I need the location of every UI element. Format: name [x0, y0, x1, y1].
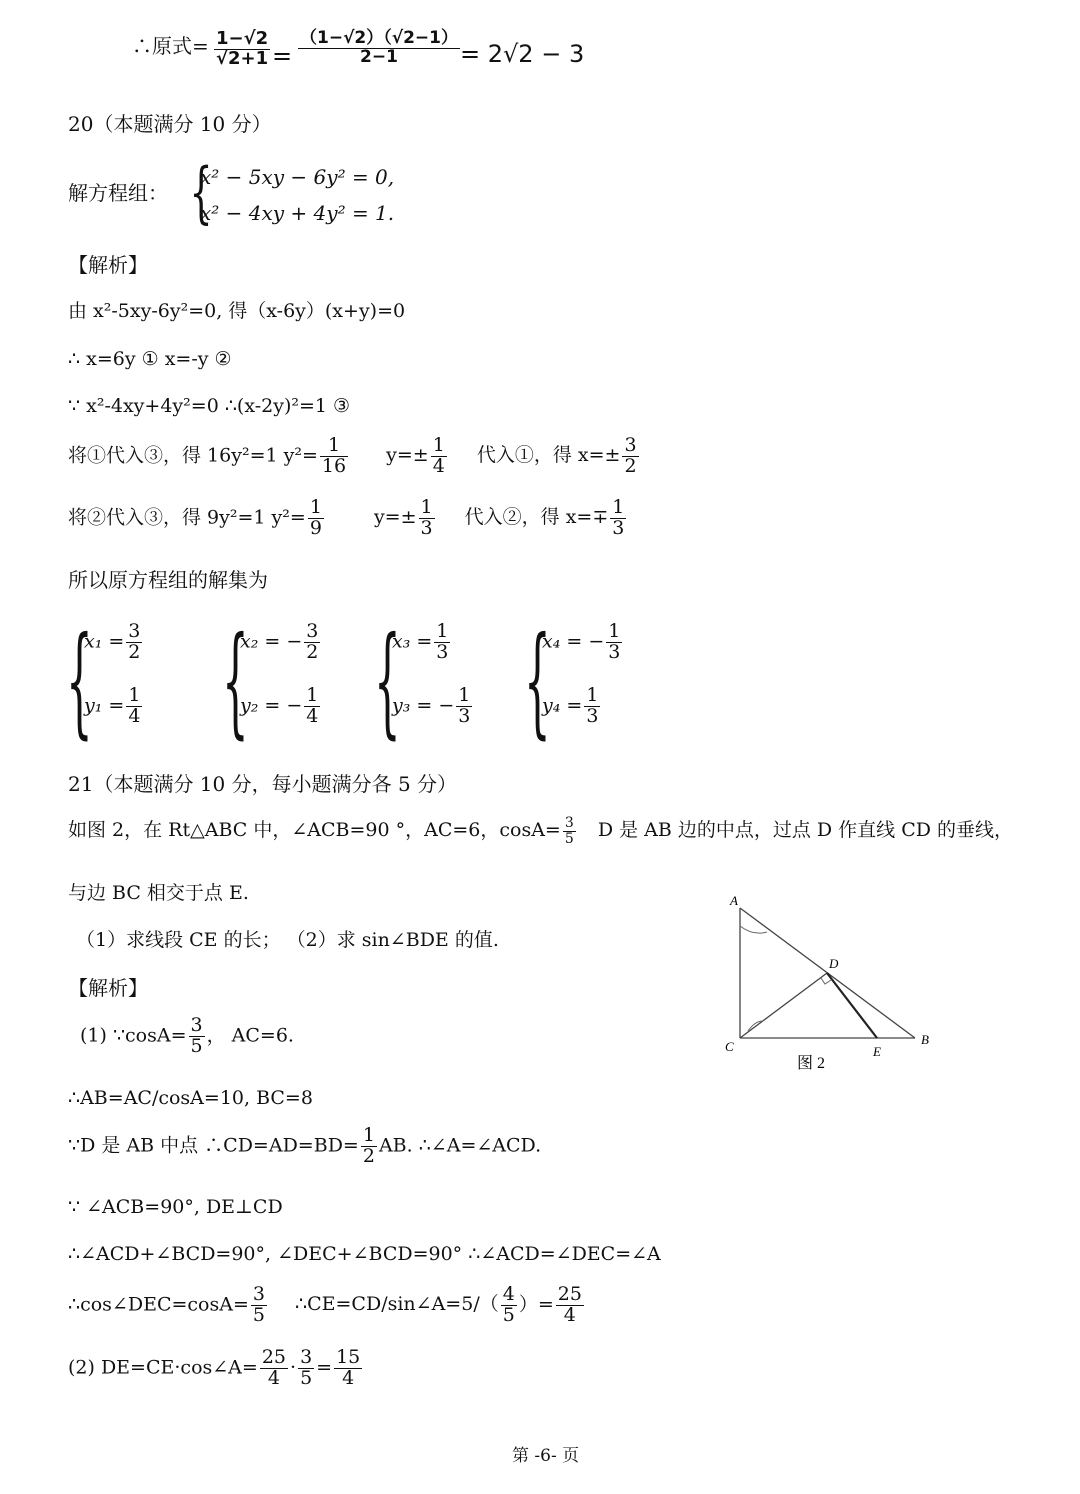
- right-angle-d-mark: [821, 978, 831, 984]
- q20-eq1: x² − 5xy − 6y² = 0,: [200, 165, 395, 189]
- solution-set-2: [222, 612, 362, 751]
- q20-title: 20（本题满分 10 分）: [68, 112, 272, 136]
- solution-y: y₃ = − $\frac{1}{3}$: [392, 684, 471, 727]
- q20-eq2: x² − 4xy + 4y² = 1.: [200, 201, 395, 225]
- solution-brace: {: [524, 612, 551, 751]
- sol20-line4: 将①代入③，得 16y²=1 y²= $\frac{1}{16}$ y=± $\frac{1}{4}$ 代入①，得 x=± $\frac{3}{2}$: [68, 434, 637, 477]
- sol20-line3: ∵ x²-4xy+4y²=0 ∴(x-2y)²=1 ③: [68, 395, 351, 417]
- figure-2: [715, 888, 945, 1078]
- q21-para1: 如图 2，在 Rt△ABC 中，∠ACB=90 °，AC=6，cosA= $\frac{3}{5}$ D 是 AB 边的中点，过点 D 作直线 CD 的垂线，: [68, 815, 1014, 847]
- solution-y: y₄ = $\frac{1}{3}$: [542, 684, 599, 727]
- q21-para2: 与边 BC 相交于点 E.: [68, 882, 249, 904]
- top-fraction-1: $\frac{1-√2}{√2+1}$: [216, 28, 269, 69]
- sol20-heading: 【解析】: [68, 253, 148, 277]
- solution-x: x₃ = $\frac{1}{3}$: [392, 620, 449, 663]
- sol21-step4: ∵ ∠ACB=90°, DE⊥CD: [68, 1196, 283, 1218]
- sol21-step7: (2) DE=CE·cos∠A= $\frac{25}{4}$ · $\frac{3}{5}$ = $\frac{15}{4}$: [68, 1346, 361, 1389]
- label-d: D: [829, 956, 839, 971]
- page-number: 第 -6- 页: [512, 1446, 580, 1466]
- label-b: B: [921, 1032, 929, 1047]
- label-e: E: [873, 1044, 881, 1059]
- sol20-line6: 所以原方程组的解集为: [68, 568, 268, 592]
- figure-caption: 图 2: [797, 1055, 826, 1072]
- solution-brace: {: [374, 612, 401, 751]
- solution-y: y₁ = $\frac{1}{4}$: [84, 684, 141, 727]
- solution-brace: {: [222, 612, 249, 751]
- sol21-heading: 【解析】: [68, 976, 148, 1000]
- label-a: A: [730, 893, 738, 908]
- solution-brace: {: [66, 612, 93, 751]
- sol21-step3: ∵D 是 AB 中点 ∴CD=AD=BD= $\frac{1}{2}$ AB. ∴∠A=∠ACD.: [68, 1124, 542, 1167]
- sol21-step5: ∴∠ACD+∠BCD=90°, ∠DEC+∠BCD=90° ∴∠ACD=∠DEC=∠A: [68, 1243, 661, 1265]
- top-result: = 2√2 − 3: [460, 40, 585, 68]
- top-fraction-2: $\frac{(1-√2)(√2-1)}{2-1}$: [300, 28, 458, 67]
- solution-y: y₂ = − $\frac{1}{4}$: [240, 684, 319, 727]
- solution-set-1: [66, 612, 206, 751]
- solution-set-3: [374, 612, 514, 751]
- top-lead: ∴原式=: [132, 34, 209, 58]
- sol21-step6: ∴cos∠DEC=cosA= $\frac{3}{5}$ ∴CE=CD/sin∠A=5/（ $\frac{4}{5}$ ）= $\frac{25}{4}$: [68, 1283, 582, 1326]
- sol21-step1: (1) ∵cosA= $\frac{3}{5}$ ， AC=6.: [80, 1014, 294, 1057]
- sol20-line2: ∴ x=6y ① x=-y ②: [68, 348, 232, 370]
- q20-prompt: 解方程组：: [68, 181, 168, 205]
- sol20-line1: 由 x²-5xy-6y²=0, 得（x-6y）(x+y)=0: [68, 300, 406, 322]
- label-c: C: [725, 1039, 734, 1054]
- sol21-step2: ∴AB=AC/cosA=10, BC=8: [68, 1087, 313, 1109]
- q21-para3: （1）求线段 CE 的长； （2）求 sin∠BDE 的值.: [76, 929, 499, 951]
- top-equals: =: [272, 42, 293, 70]
- solution-x: x₄ = − $\frac{1}{3}$: [542, 620, 621, 663]
- solution-x: x₂ = − $\frac{3}{2}$: [240, 620, 319, 663]
- q20-brace: {: [189, 154, 213, 231]
- solution-x: x₁ = $\frac{3}{2}$: [84, 620, 141, 663]
- sol20-line5: 将②代入③，得 9y²=1 y²= $\frac{1}{9}$ y=± $\frac{1}{3}$ 代入②，得 x=∓ $\frac{1}{3}$: [68, 496, 625, 539]
- segment-de: [827, 973, 877, 1038]
- q21-title: 21（本题满分 10 分，每小题满分各 5 分）: [68, 772, 458, 796]
- solution-set-4: [524, 612, 664, 751]
- segment-cd: [740, 973, 827, 1038]
- angle-a-mark: [740, 926, 767, 933]
